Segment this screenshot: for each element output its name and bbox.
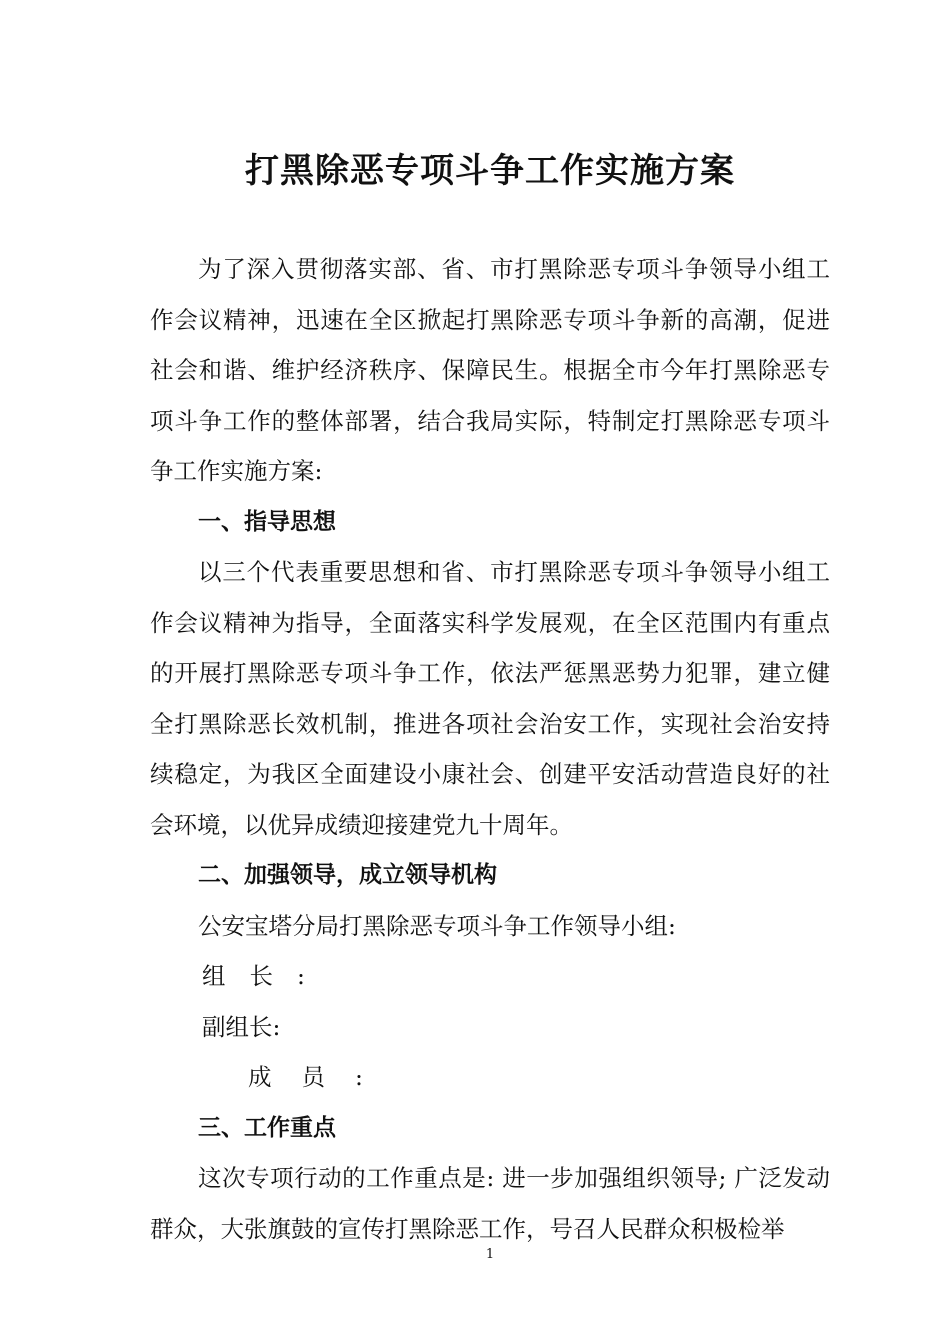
section-heading-work-focus: 三、工作重点 [198, 1114, 336, 1141]
work-focus-paragraph: 这次专项行动的工作重点是: 进一步加强组织领导; 广泛发动群众，大张旗鼓的宣传打黑除恶工作，号召人民群众积极检举 [150, 1164, 830, 1243]
guiding-ideology-paragraph: 以三个代表重要思想和省、市打黑除恶专项斗争领导小组工作会议精神为指导，全面落实科学发展观，在全区范围内有重点的开展打黑除恶专项斗争工作，依法严惩黑恶势力犯罪，建立健全打黑除恶长效机制，推进各项社会治安工作，实现社会治安持续稳定，为我区全面建设小康社会、创建平安活动营造良好的社会环境，以优异成绩迎接建党九十周年。 [150, 558, 830, 839]
deputy-leader-line [150, 1002, 830, 1053]
leader-label: 组长: [202, 962, 329, 990]
leader-line [150, 951, 830, 1002]
document-body [150, 244, 830, 1254]
deputy-leader-label: 副组长: [202, 1012, 281, 1041]
section-heading-guiding-ideology: 一、指导思想 [198, 508, 336, 535]
member-label: 成员: [248, 1063, 393, 1091]
leadership-group-line: 公安宝塔分局打黑除恶专项斗争工作领导小组: [198, 911, 676, 940]
intro-paragraph: 为了深入贯彻落实部、省、市打黑除恶专项斗争领导小组工作会议精神，迅速在全区掀起打黑除恶专项斗争新的高潮，促进社会和谐、维护经济秩序、保障民生。根据全市今年打黑除恶专项斗争工作的整体部署，结合我局实际，特制定打黑除恶专项斗争工作实施方案: [150, 255, 830, 485]
page-number: 1 [485, 1247, 495, 1262]
section-heading-leadership: 二、加强领导，成立领导机构 [198, 862, 497, 888]
document-title: 打黑除恶专项斗争工作实施方案 [245, 151, 735, 191]
member-line [150, 1052, 830, 1103]
